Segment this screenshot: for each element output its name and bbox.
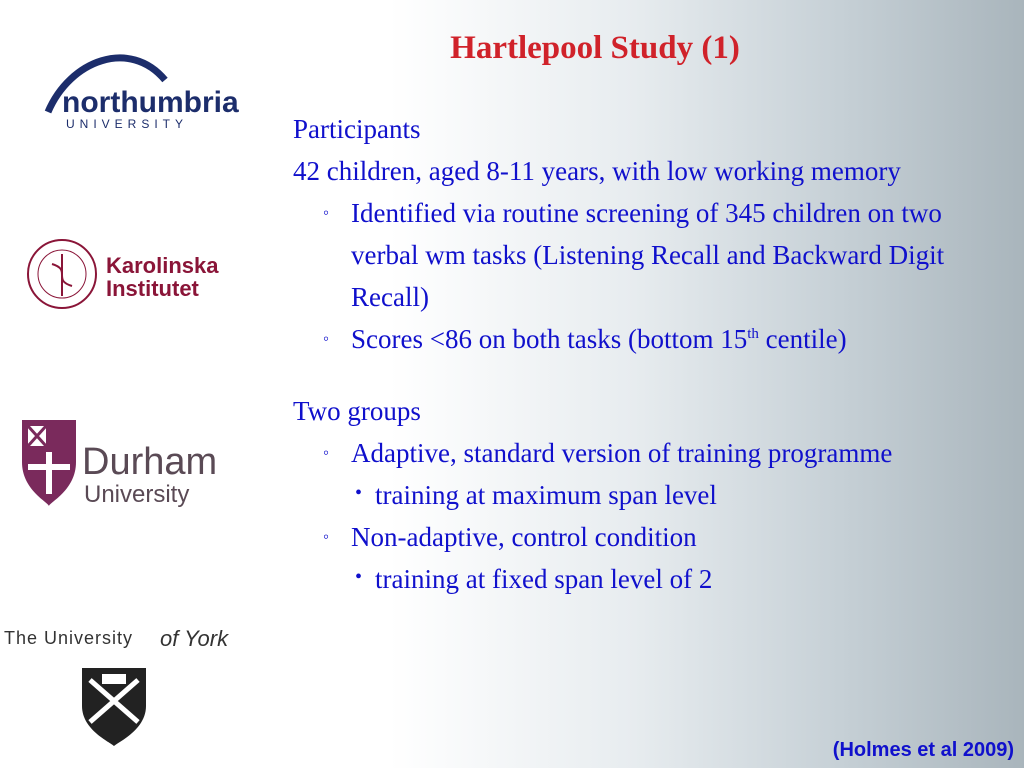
adaptive-text: Adaptive, standard version of training programme [351, 438, 893, 468]
northumbria-sub: UNIVERSITY [66, 117, 189, 131]
participants-heading: Participants [293, 114, 421, 144]
dot-bullet-icon: • [355, 482, 363, 504]
northumbria-name: northumbria [62, 86, 239, 119]
reference-citation: (Holmes et al 2009) [832, 739, 1014, 761]
participants-line: 42 children, aged 8-11 years, with low working memory [293, 156, 901, 186]
circle-bullet-icon: ◦ [323, 443, 330, 462]
screening-text: Identified via routine screening of 345 children on two verbal wm tasks (Listening Recall and Backward Digit Recall) [351, 198, 945, 312]
durham-line1: Durham [82, 441, 218, 483]
adaptive-item [323, 432, 1013, 474]
nonadaptive-text: Non-adaptive, control condition [351, 522, 697, 552]
adaptive-detail-text: training at maximum span level [375, 480, 717, 510]
karolinska-logo [0, 228, 250, 328]
dot-bullet-icon: • [355, 566, 363, 588]
slide-title: Hartlepool Study (1) [450, 30, 740, 66]
nonadaptive-item [323, 516, 1013, 558]
northumbria-logo [0, 0, 250, 150]
scores-sup: th [747, 326, 759, 342]
scores-suffix: centile) [758, 324, 847, 354]
circle-bullet-icon: ◦ [323, 527, 330, 546]
nonadaptive-detail-item [351, 558, 1013, 600]
york-prefix: The University [4, 628, 134, 648]
circle-bullet-icon: ◦ [323, 329, 330, 348]
york-name: of York [160, 626, 229, 651]
slide-content [293, 108, 1013, 600]
karolinska-line1: Karolinska [106, 253, 219, 278]
logo-panel [0, 0, 250, 768]
scores-item [323, 318, 1013, 360]
durham-logo [0, 412, 250, 522]
york-logo [0, 618, 250, 768]
scores-prefix: Scores <86 on both tasks (bottom 15 [351, 324, 748, 354]
groups-heading: Two groups [293, 396, 421, 426]
circle-bullet-icon: ◦ [323, 203, 330, 222]
nonadaptive-detail-text: training at fixed span level of 2 [375, 564, 713, 594]
karolinska-line2: Institutet [106, 276, 199, 301]
adaptive-detail-item [351, 474, 1013, 516]
screening-item [323, 192, 1013, 318]
durham-line2: University [84, 481, 190, 508]
